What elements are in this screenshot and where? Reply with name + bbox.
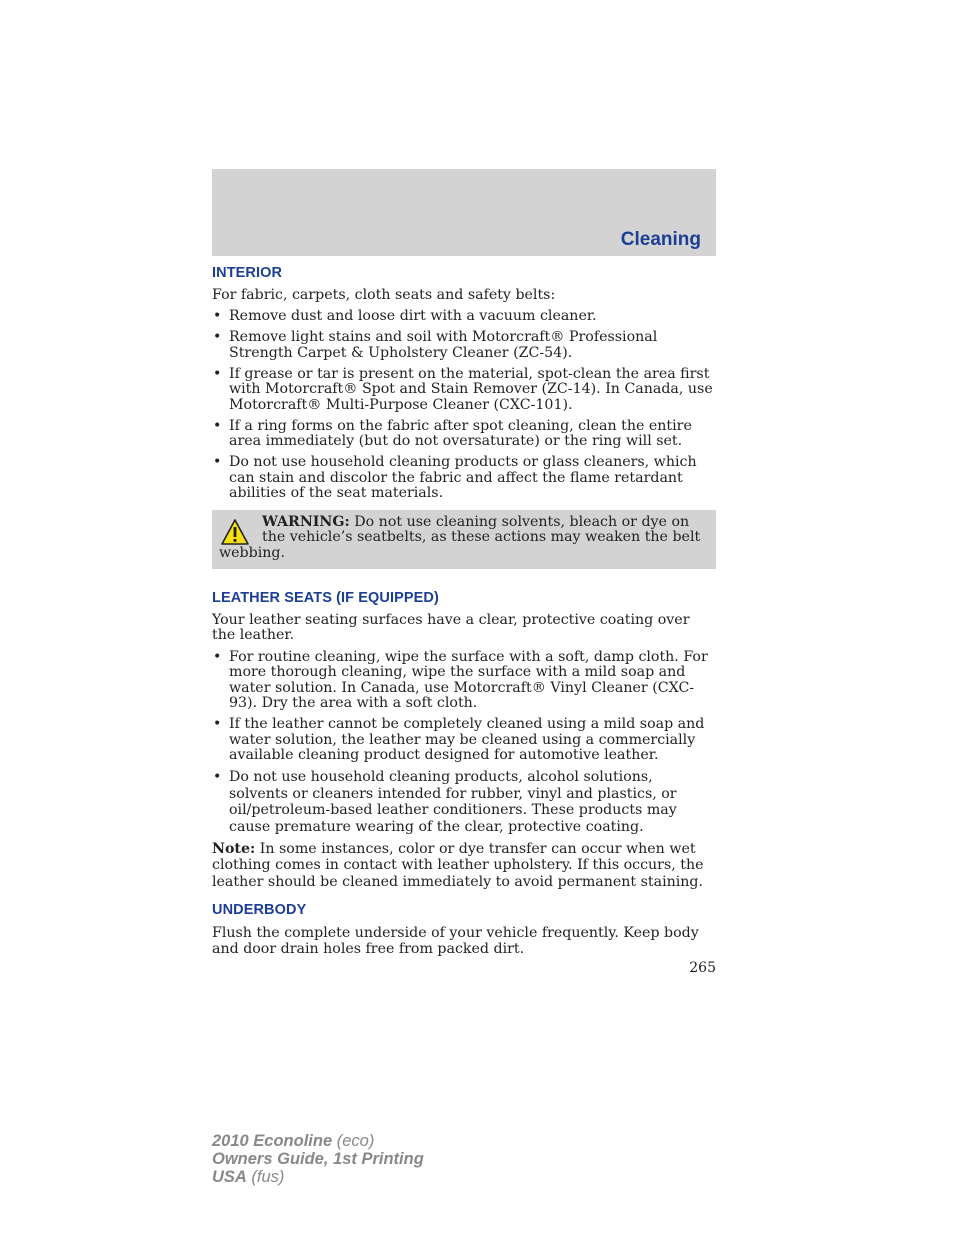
list-item: • If the leather cannot be completely cleaned using a mild soap and water solution, the leather may be cleaned using a commercially available cleaning product designed for automotive leather.: [213, 716, 705, 763]
underbody-text: Flush the complete underside of your vehicle frequently. Keep body and door drain holes free from packed dirt.: [212, 924, 699, 957]
footer-line-3: USA (fus): [212, 1168, 285, 1186]
list-item: • For routine cleaning, wipe the surface with a soft, damp cloth. For more thorough cleaning, wipe the surface with a mild soap and water solution. In Canada, use Motorcraft® Vinyl Cleaner (CXC-93). Dry the area with a soft cloth.: [213, 648, 708, 711]
list-item: • Do not use household cleaning products, alcohol solutions, solvents or cleaners intended for rubber, vinyl and plastics, or oil/petroleum-based leather conditioners. These products may cause premature wearing of the clear, protective coating.: [213, 769, 677, 835]
interior-intro: For fabric, carpets, cloth seats and safety belts:: [212, 286, 556, 303]
leather-note: Note: In some instances, color or dye transfer can occur when wet clothing comes in contact with leather upholstery. If this occurs, the leather should be cleaned immediately to avoid permanent staining.: [212, 840, 704, 890]
list-item: • Do not use household cleaning products or glass cleaners, which can stain and discolor the fabric and affect the flame retardant abilities of the seat materials.: [213, 454, 697, 501]
list-item: • If a ring forms on the fabric after spot cleaning, clean the entire area immediately (but do not oversaturate) or the ring will set.: [213, 417, 692, 449]
interior-list: [212, 309, 716, 502]
warning-box: [212, 510, 716, 570]
leather-list: [212, 650, 716, 836]
page-number: 265: [689, 960, 716, 976]
footer-line-1: 2010 Econoline (eco): [212, 1132, 375, 1150]
chapter-title: Cleaning: [620, 229, 701, 250]
warning-label: WARNING:: [262, 513, 350, 530]
footer-imprint: [212, 1132, 424, 1186]
leather-intro: Your leather seating surfaces have a clear, protective coating over the leather.: [212, 611, 690, 643]
warning-text: Do not use cleaning solvents, bleach or dye on the vehicle’s seatbelts, as these actions may weaken the belt webbing.: [219, 513, 701, 561]
interior-heading: INTERIOR: [212, 265, 283, 281]
page-content: [212, 266, 716, 963]
warning-triangle-icon: [220, 518, 250, 546]
chapter-header-band: [212, 169, 716, 256]
footer-line-2: Owners Guide, 1st Printing: [212, 1150, 424, 1168]
underbody-heading: UNDERBODY: [212, 902, 307, 918]
leather-heading: LEATHER SEATS (IF EQUIPPED): [212, 590, 439, 606]
list-item: • If grease or tar is present on the material, spot-clean the area first with Motorcraft® Spot and Stain Remover (ZC-14). In Canada, use Motorcraft® Multi-Purpose Cleaner (CXC-101).: [213, 365, 713, 413]
list-item: • Remove light stains and soil with Motorcraft® Professional Strength Carpet & Upholstery Cleaner (ZC-54).: [213, 329, 658, 361]
list-item: • Remove dust and loose dirt with a vacuum cleaner.: [213, 308, 597, 324]
